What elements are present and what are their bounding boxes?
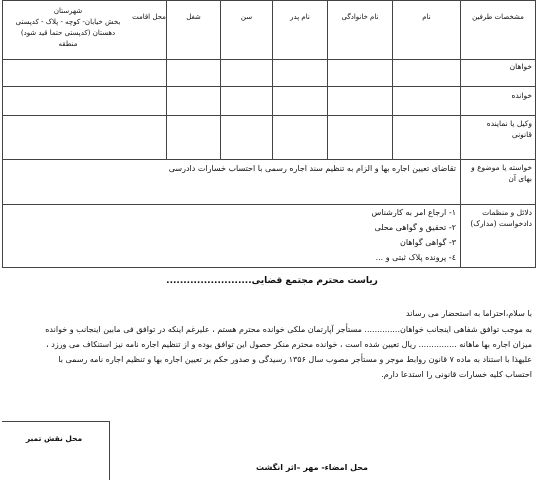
table-top-border <box>2 0 536 1</box>
header-family: نام خانوادگی <box>341 13 379 21</box>
header-father: نام پدر <box>290 13 310 21</box>
evidence-item: ۳- گواهی گواهان <box>399 238 456 247</box>
header-age: سن <box>240 13 253 21</box>
letter-line: علیهذا با استناد به ماده ۷ قانون روابط موجر و مستأجر مصوب سال ۱۳۵۶ رسیدگی و صدور حکم بر تعیین اجاره بها و تنظیم اجاره نامه رسمی با <box>58 355 532 364</box>
row-label-plaintiff: خواهان <box>509 62 532 71</box>
evidence-item: ٤- پرونده پلاک ثبتی و ... <box>375 253 456 262</box>
label-column-border <box>460 0 461 267</box>
request-label: خواسته یا موضوع و بهای آن <box>471 163 532 183</box>
header-specs: مشخصات طرفین <box>472 13 524 21</box>
lawyer-row-border <box>2 159 536 160</box>
letter-body <box>6 322 532 382</box>
col-sep-name <box>392 0 393 159</box>
plaintiff-row-border <box>2 86 536 87</box>
evidence-row-border <box>2 267 536 268</box>
letter-line: میزان اجاره بها ماهانه ............... ریال تعیین شده است ، خوانده محترم منکر حصول این توافق بوده و از تنظیم اجاره نامه نیز استنکاف می ورزد ، <box>46 340 532 349</box>
header-job: شغل <box>186 13 201 21</box>
col-sep-family <box>327 0 328 159</box>
row-label-lawyer: وکیل یا نماینده قانونی <box>486 119 532 139</box>
header-address-line1: شهرستان <box>53 7 83 15</box>
petition-form <box>2 0 536 480</box>
table-left-border <box>2 0 3 267</box>
letter-heading: ریاست محترم مجتمع قضایی......................... <box>166 276 378 286</box>
signature-label: محل امضاء- مهر –اثر انگشت <box>256 463 368 472</box>
table-right-border <box>535 0 536 267</box>
evidence-item: ۱- ارجاع امر به کارشناس <box>371 208 456 217</box>
header-address-line2: بخش خیابان- کوچه - پلاک - کدپستی <box>15 18 121 26</box>
col-sep-father <box>272 0 273 159</box>
col-sep-job <box>166 0 167 159</box>
letter-line: به موجب توافق شفاهی اینجانب خواهان.............. مستأجر آپارتمان ملکی خوانده محترم هستم ، علیرغم اینکه در توافق فی مابین اینجانب و خوانده <box>45 325 532 334</box>
stamp-label: محل نقش تمبر <box>25 434 83 443</box>
header-address-line4: منطقه <box>58 40 78 48</box>
col-sep-age <box>220 0 221 159</box>
header-name: نام <box>422 13 431 21</box>
evidence-item: ۲- تحقیق و گواهی محلی <box>374 223 456 232</box>
request-text: تقاضای تعیین اجاره بها و الزام به تنظیم سند اجاره رسمی با احتساب خسارات دادرسی <box>168 164 456 173</box>
letter-greeting: با سلام،احتراما به استحضار می رساند <box>406 309 532 318</box>
header-address <box>4 6 132 50</box>
header-residence: محل اقامت <box>132 13 166 21</box>
header-address-line3: دهستان (کدپستی حتما قید شود) <box>20 29 116 37</box>
defendant-row-border <box>2 115 536 116</box>
evidence-label: دلائل و منظمات دادخواست (مدارک) <box>470 208 532 228</box>
evidence-list <box>202 205 456 265</box>
stamp-box <box>2 421 110 480</box>
header-row-border <box>2 59 536 60</box>
row-label-defendant: خوانده <box>511 91 532 100</box>
letter-line: احتساب کلیه خسارات قانونی را استدعا دارم. <box>381 370 532 379</box>
